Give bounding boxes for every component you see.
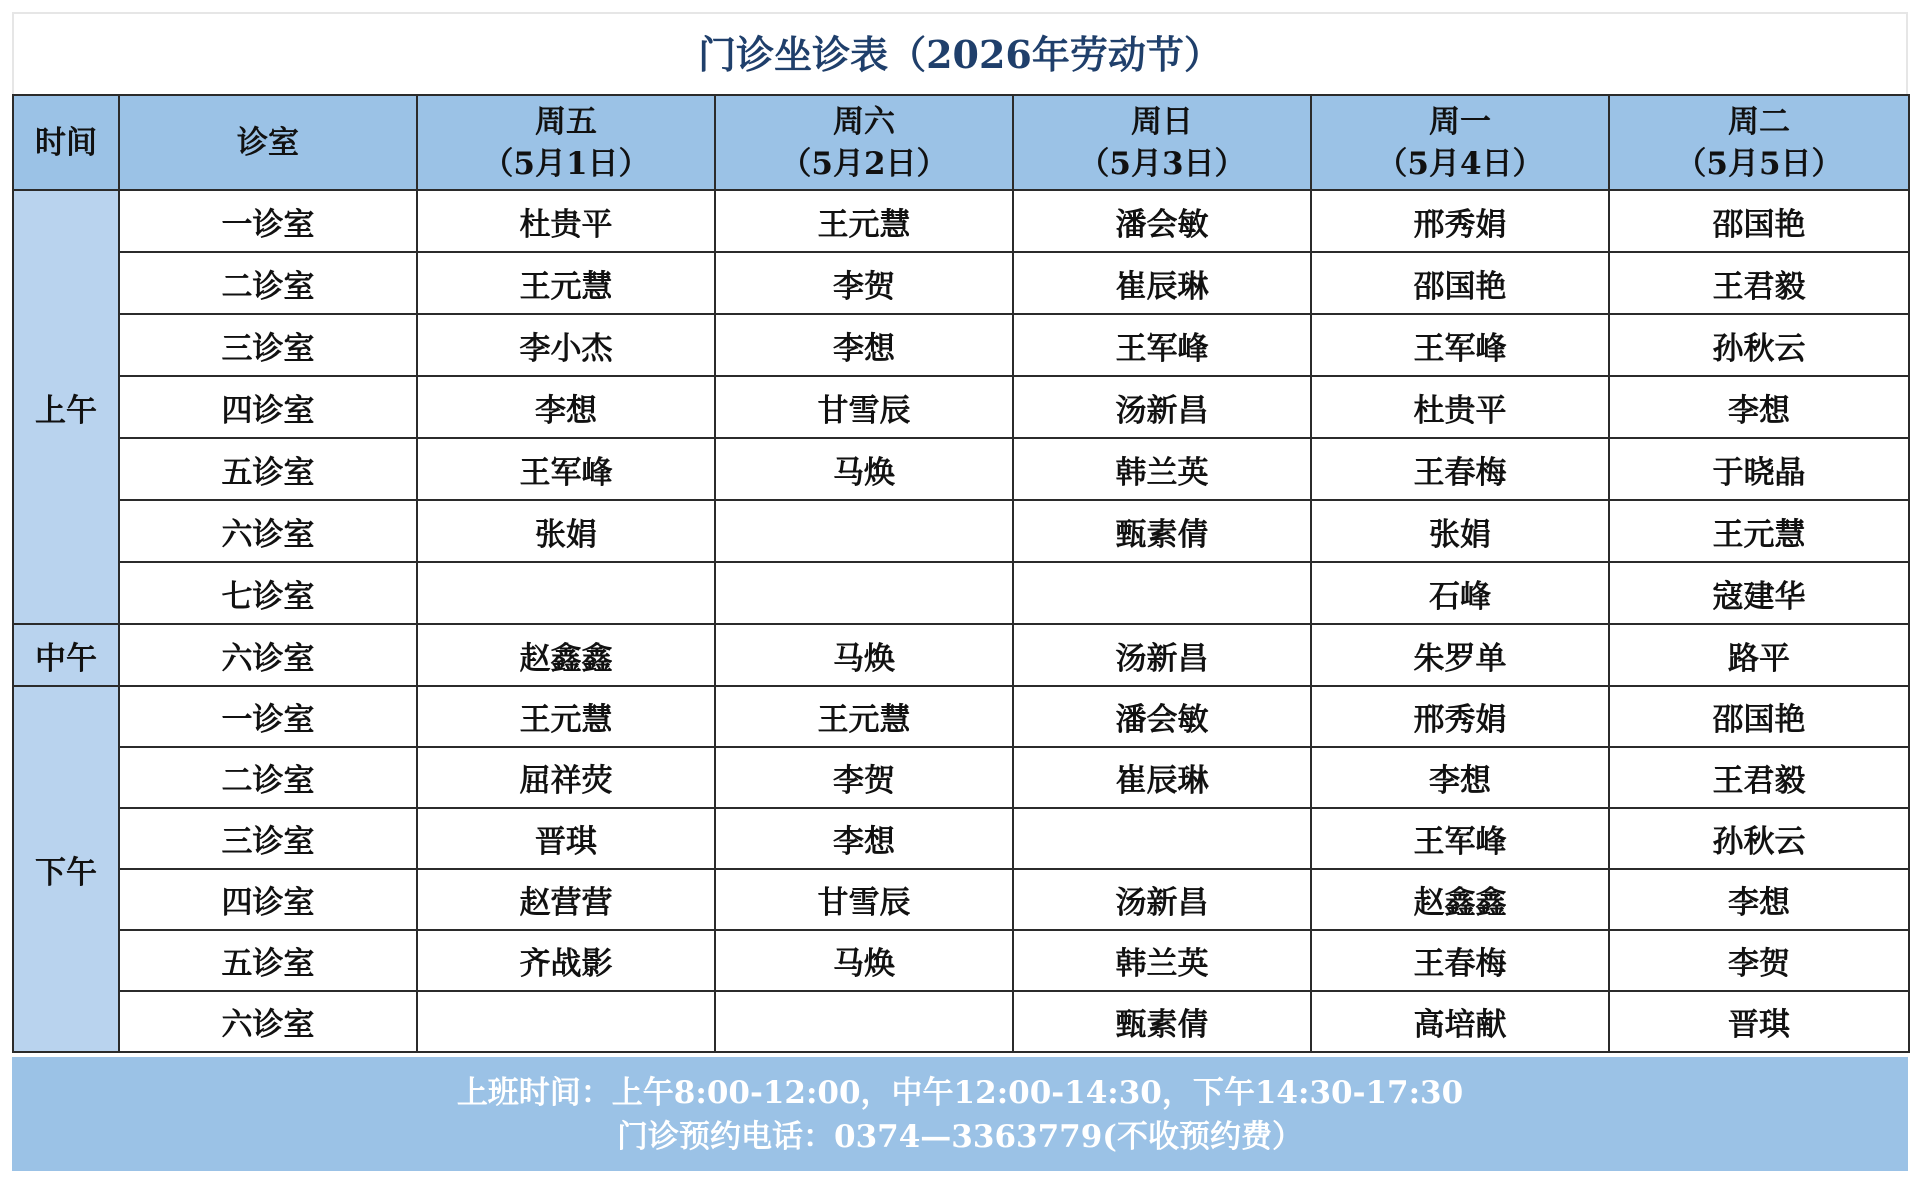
doctor-cell: 李想: [1609, 869, 1909, 930]
doctor-cell: 晋琪: [417, 808, 715, 869]
header-day-3: [1013, 95, 1311, 190]
period-label: 下午: [13, 686, 119, 1052]
doctor-cell: 甄素倩: [1013, 500, 1311, 562]
doctor-cell: 汤新昌: [1013, 869, 1311, 930]
day-label: 周二: [1728, 103, 1790, 140]
header-row: [13, 95, 1909, 190]
header-room: 诊室: [119, 95, 417, 190]
doctor-cell: 王元慧: [715, 190, 1013, 252]
doctor-cell: 崔辰琳: [1013, 747, 1311, 808]
appointment-phone-text: 门诊预约电话：0374—3363779(不收预约费）: [617, 1119, 1303, 1155]
date-label: （5月1日）: [482, 145, 650, 182]
day-label: 周六: [833, 103, 895, 140]
table-row: [13, 438, 1909, 500]
doctor-cell: 潘会敏: [1013, 190, 1311, 252]
doctor-cell: 李贺: [715, 747, 1013, 808]
doctor-cell: 韩兰英: [1013, 438, 1311, 500]
doctor-cell: 王元慧: [417, 252, 715, 314]
date-label: （5月3日）: [1078, 145, 1246, 182]
table-row: [13, 624, 1909, 686]
doctor-cell: 王君毅: [1609, 747, 1909, 808]
doctor-cell: 李想: [715, 314, 1013, 376]
doctor-cell: 王军峰: [1013, 314, 1311, 376]
doctor-cell: 李贺: [715, 252, 1013, 314]
room-cell: 四诊室: [119, 376, 417, 438]
doctor-cell: 孙秋云: [1609, 314, 1909, 376]
day-label: 周一: [1429, 103, 1491, 140]
period-label: 上午: [13, 190, 119, 624]
working-hours-text: 上班时间：上午8:00-12:00，中午12:00-14:30，下午14:30-17:30: [456, 1075, 1464, 1111]
doctor-cell: 汤新昌: [1013, 624, 1311, 686]
doctor-cell: 屈祥荧: [417, 747, 715, 808]
doctor-cell: 马焕: [715, 624, 1013, 686]
doctor-cell: [715, 562, 1013, 624]
day-label: 周日: [1131, 103, 1193, 140]
doctor-cell: 杜贵平: [417, 190, 715, 252]
room-cell: 六诊室: [119, 991, 417, 1052]
morning-section: [13, 190, 1909, 624]
doctor-cell: 邵国艳: [1311, 252, 1609, 314]
doctor-cell: 韩兰英: [1013, 930, 1311, 991]
doctor-cell: 石峰: [1311, 562, 1609, 624]
doctor-cell: 孙秋云: [1609, 808, 1909, 869]
doctor-cell: 李想: [715, 808, 1013, 869]
doctor-cell: 马焕: [715, 930, 1013, 991]
table-row: [13, 190, 1909, 252]
doctor-cell: 王春梅: [1311, 438, 1609, 500]
room-cell: 六诊室: [119, 624, 417, 686]
room-cell: 七诊室: [119, 562, 417, 624]
doctor-cell: 于晓晶: [1609, 438, 1909, 500]
table-row: [13, 314, 1909, 376]
doctor-cell: 崔辰琳: [1013, 252, 1311, 314]
doctor-cell: [1013, 808, 1311, 869]
afternoon-section: [13, 686, 1909, 1052]
date-label: （5月4日）: [1376, 145, 1544, 182]
date-label: （5月2日）: [780, 145, 948, 182]
table-row: [13, 747, 1909, 808]
doctor-cell: 王君毅: [1609, 252, 1909, 314]
doctor-cell: 高培献: [1311, 991, 1609, 1052]
room-cell: 二诊室: [119, 252, 417, 314]
header-time: 时间: [13, 95, 119, 190]
footer-info: [12, 1053, 1908, 1171]
room-cell: 三诊室: [119, 314, 417, 376]
doctor-cell: 路平: [1609, 624, 1909, 686]
doctor-cell: 寇建华: [1609, 562, 1909, 624]
table-row: [13, 686, 1909, 747]
room-cell: 五诊室: [119, 438, 417, 500]
schedule-table: [12, 94, 1910, 1053]
doctor-cell: [715, 500, 1013, 562]
doctor-cell: 李想: [1311, 747, 1609, 808]
doctor-cell: 王军峰: [1311, 314, 1609, 376]
doctor-cell: 王元慧: [417, 686, 715, 747]
doctor-cell: 王军峰: [417, 438, 715, 500]
period-label: 中午: [13, 624, 119, 686]
doctor-cell: 邢秀娟: [1311, 190, 1609, 252]
doctor-cell: 王军峰: [1311, 808, 1609, 869]
room-cell: 五诊室: [119, 930, 417, 991]
doctor-cell: 邵国艳: [1609, 686, 1909, 747]
table-row: [13, 252, 1909, 314]
header-day-1: [417, 95, 715, 190]
doctor-cell: 赵营营: [417, 869, 715, 930]
doctor-cell: 王春梅: [1311, 930, 1609, 991]
doctor-cell: 张娟: [417, 500, 715, 562]
doctor-cell: 甄素倩: [1013, 991, 1311, 1052]
doctor-cell: 晋琪: [1609, 991, 1909, 1052]
doctor-cell: 李小杰: [417, 314, 715, 376]
table-row: [13, 562, 1909, 624]
doctor-cell: 朱罗单: [1311, 624, 1609, 686]
schedule-sheet: [12, 12, 1908, 1178]
header-day-4: [1311, 95, 1609, 190]
room-cell: 二诊室: [119, 747, 417, 808]
doctor-cell: 邢秀娟: [1311, 686, 1609, 747]
doctor-cell: [417, 562, 715, 624]
room-cell: 四诊室: [119, 869, 417, 930]
doctor-cell: 甘雪辰: [715, 869, 1013, 930]
room-cell: 一诊室: [119, 190, 417, 252]
table-row: [13, 500, 1909, 562]
header-day-2: [715, 95, 1013, 190]
doctor-cell: 李想: [1609, 376, 1909, 438]
doctor-cell: 赵鑫鑫: [417, 624, 715, 686]
doctor-cell: 汤新昌: [1013, 376, 1311, 438]
doctor-cell: 杜贵平: [1311, 376, 1609, 438]
doctor-cell: 王元慧: [1609, 500, 1909, 562]
doctor-cell: 邵国艳: [1609, 190, 1909, 252]
doctor-cell: 王元慧: [715, 686, 1013, 747]
doctor-cell: 李想: [417, 376, 715, 438]
doctor-cell: 张娟: [1311, 500, 1609, 562]
doctor-cell: 赵鑫鑫: [1311, 869, 1609, 930]
table-row: [13, 376, 1909, 438]
table-row: [13, 991, 1909, 1052]
doctor-cell: [417, 991, 715, 1052]
doctor-cell: 马焕: [715, 438, 1013, 500]
table-row: [13, 930, 1909, 991]
day-label: 周五: [535, 103, 597, 140]
header-day-5: [1609, 95, 1909, 190]
date-label: （5月5日）: [1675, 145, 1843, 182]
doctor-cell: [1013, 562, 1311, 624]
room-cell: 三诊室: [119, 808, 417, 869]
noon-section: [13, 624, 1909, 686]
doctor-cell: [715, 991, 1013, 1052]
doctor-cell: 潘会敏: [1013, 686, 1311, 747]
doctor-cell: 李贺: [1609, 930, 1909, 991]
doctor-cell: 甘雪辰: [715, 376, 1013, 438]
doctor-cell: 齐战影: [417, 930, 715, 991]
room-cell: 六诊室: [119, 500, 417, 562]
page-title: 门诊坐诊表（2026年劳动节）: [12, 12, 1908, 94]
table-row: [13, 808, 1909, 869]
table-row: [13, 869, 1909, 930]
room-cell: 一诊室: [119, 686, 417, 747]
